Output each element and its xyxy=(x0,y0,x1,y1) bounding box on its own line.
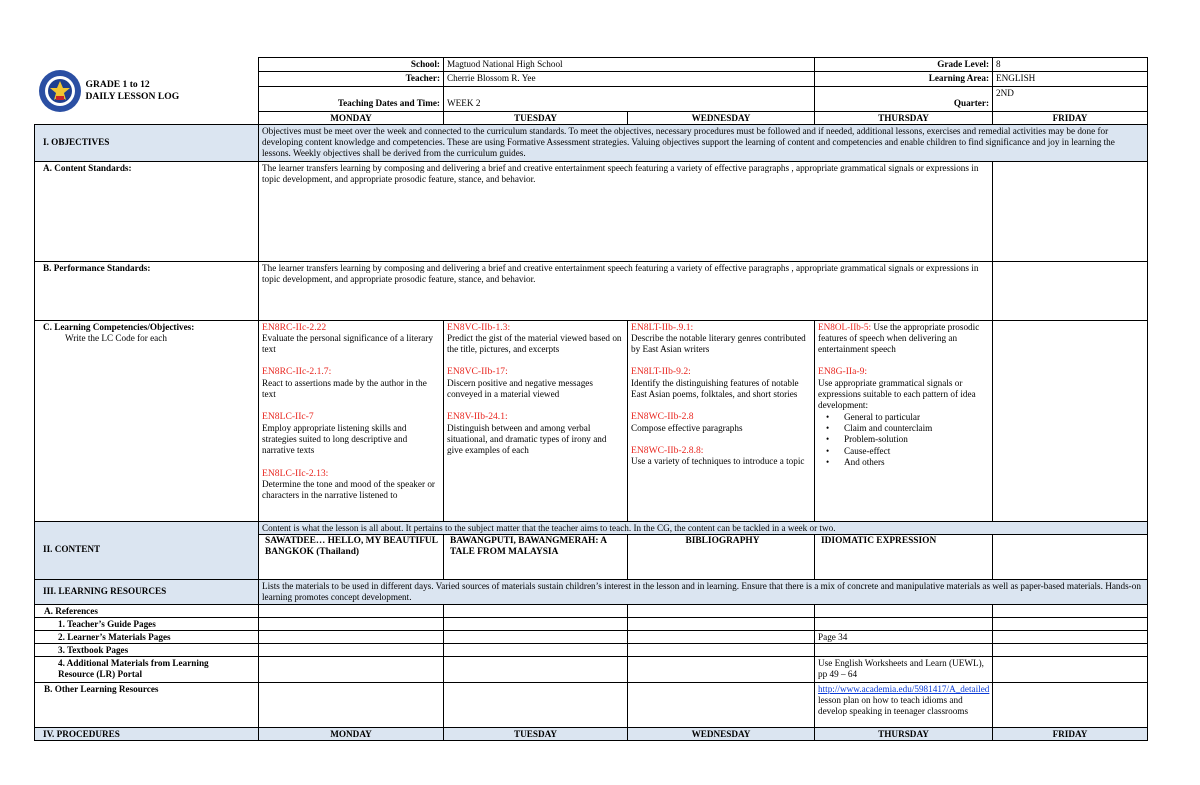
list-item: • Claim and counterclaim xyxy=(844,423,989,434)
competency-code: EN8WC-IIb-2.8.8: xyxy=(631,444,704,456)
competency-code: EN8WC-IIb-2.8 xyxy=(631,411,694,423)
performance-standards-label: B. Performance Standards: xyxy=(35,261,259,320)
competency-code: EN8V-IIb-24.1: xyxy=(447,411,508,423)
teaching-dates-label: Teaching Dates and Time: xyxy=(259,86,444,111)
day-friday: FRIDAY xyxy=(993,111,1148,124)
competency-item xyxy=(631,366,811,400)
competency-text: Determine the tone and mood of the speaker or characters in the narrative listened to xyxy=(262,478,435,501)
competency-item xyxy=(818,366,989,411)
daily-lesson-log-table xyxy=(34,57,1148,741)
header-logo-cell xyxy=(35,58,259,125)
academia-link[interactable]: http://www.academia.edu/5981417/A_detailed xyxy=(818,683,990,694)
school-label: School: xyxy=(259,58,444,72)
content-title: II. CONTENT xyxy=(35,521,259,579)
teachers-guide-label: 1. Teacher’s Guide Pages xyxy=(35,618,259,631)
performance-standards-friday xyxy=(993,261,1148,320)
other-resources-label: B. Other Learning Resources xyxy=(35,682,259,727)
content-standards-text: The learner transfers learning by composing and delivering a brief and creative entertainment speech featuring a variety of effective paragraphs , appropriate grammatical signals or expressions in topic development, and appropriate prosodic feature, stance, and behavior. xyxy=(259,161,993,261)
competency-item xyxy=(262,411,440,456)
competencies-monday xyxy=(259,320,444,521)
competency-item xyxy=(262,468,440,502)
competency-item xyxy=(631,322,811,356)
lr-portal-thursday: Use English Worksheets and Learn (UEWL), pp 49 – 64 xyxy=(815,657,993,683)
school-value: Magtuod National High School xyxy=(444,58,815,72)
learning-area-label: Learning Area: xyxy=(815,72,993,86)
competency-item xyxy=(631,445,811,468)
grade-level-value: 8 xyxy=(993,58,1148,72)
content-standards-friday xyxy=(993,161,1148,261)
competency-code: EN8LT-IIb-9.2: xyxy=(631,366,691,378)
content-friday xyxy=(993,534,1148,579)
competencies-wednesday xyxy=(628,320,815,521)
teacher-value: Cherrie Blossom R. Yee xyxy=(444,72,815,86)
objectives-text: Objectives must be meet over the week and connected to the curriculum standards. To meet the objectives, necessary procedures must be followed and if needed, additional lessons, exercises and remedial activities may be done for developing content knowledge and competencies. These are using Formative Assessment strategies. Valuing objectives support the learning of content and competencies and enable children to find significance and joy in learning the lessons. Weekly objectives shall be derived from the curriculum guides. xyxy=(259,124,1148,161)
competencies-tuesday xyxy=(444,320,628,521)
textbook-pages-label: 3. Textbook Pages xyxy=(35,644,259,657)
resources-title: III. LEARNING RESOURCES xyxy=(35,579,259,605)
deped-seal-icon xyxy=(38,69,82,113)
competency-item xyxy=(818,322,989,356)
competencies-friday xyxy=(993,320,1148,521)
content-monday: SAWATDEE… HELLO, MY BEAUTIFUL BANGKOK (Thailand) xyxy=(259,534,444,579)
competency-code: EN8G-IIa-9: xyxy=(818,366,868,378)
day-thursday: THURSDAY xyxy=(815,111,993,124)
competency-code: EN8VC-IIb-17: xyxy=(447,366,508,378)
competency-item xyxy=(447,322,624,356)
learners-materials-label: 2. Learner’s Materials Pages xyxy=(35,631,259,644)
competency-text: Identify the distinguishing features of notable East Asian poems, folktales, and short stories xyxy=(631,377,799,400)
competency-item xyxy=(262,322,440,356)
competency-item xyxy=(447,411,624,456)
learners-materials-thursday: Page 34 xyxy=(815,631,993,644)
competency-text: Predict the gist of the material viewed based on the title, pictures, and excerpts xyxy=(447,332,622,355)
competency-item xyxy=(447,366,624,400)
list-item: • And others xyxy=(844,457,989,468)
competency-code: EN8LC-IIc-2.13: xyxy=(262,467,329,479)
competency-text: Use the appropriate prosodic features of speech when delivering an entertainment speech xyxy=(818,321,980,355)
competency-code: EN8RC-IIc-2.22 xyxy=(262,321,327,333)
other-resources-thursday xyxy=(815,682,993,727)
competency-text: React to assertions made by the author in the text xyxy=(262,377,427,400)
competency-text: Use appropriate grammatical signals or expressions suitable to each pattern of idea development: xyxy=(818,377,976,411)
competency-code: EN8OL-IIb-5: xyxy=(818,321,872,332)
teaching-dates-value: WEEK 2 xyxy=(444,86,815,111)
competency-text: Evaluate the personal significance of a literary text xyxy=(262,332,433,355)
list-item: • Cause-effect xyxy=(844,446,989,457)
day-wednesday: WEDNESDAY xyxy=(628,111,815,124)
doc-title-line1: GRADE 1 to 12 xyxy=(85,78,150,90)
proc-day-wednesday: WEDNESDAY xyxy=(628,727,815,740)
teacher-label: Teacher: xyxy=(259,72,444,86)
day-tuesday: TUESDAY xyxy=(444,111,628,124)
content-note: Content is what the lesson is all about. It pertains to the subject matter that the teacher aims to teach. In the CG, the content can be tackled in a week or two. xyxy=(259,521,1148,534)
resources-note: Lists the materials to be used in different days. Varied sources of materials sustain children’s interest in the lesson and in learning. Ensure that there is a mix of concrete and manipulative materials as well as paper-based materials. Hands-on learning promotes concept development. xyxy=(259,579,1148,605)
content-wednesday: BIBLIOGRAPHY xyxy=(628,534,815,579)
competency-item xyxy=(631,411,811,434)
content-tuesday: BAWANGPUTI, BAWANGMERAH: A TALE FROM MALAYSIA xyxy=(444,534,628,579)
proc-day-tuesday: TUESDAY xyxy=(444,727,628,740)
proc-day-monday: MONDAY xyxy=(259,727,444,740)
competency-code: EN8LC-IIc-7 xyxy=(262,411,314,423)
day-monday: MONDAY xyxy=(259,111,444,124)
quarter-label: Quarter: xyxy=(815,86,993,111)
competency-text: Discern positive and negative messages conveyed in a material viewed xyxy=(447,377,593,400)
content-standards-label: A. Content Standards: xyxy=(35,161,259,261)
competencies-thursday xyxy=(815,320,993,521)
competency-item xyxy=(262,366,440,400)
procedures-title: IV. PROCEDURES xyxy=(35,727,259,740)
proc-day-friday: FRIDAY xyxy=(993,727,1148,740)
quarter-value: 2ND xyxy=(993,86,1148,111)
competency-text: Distinguish between and among verbal situational, and dramatic types of irony and give examples of each xyxy=(447,422,607,456)
competency-text: Compose effective paragraphs xyxy=(631,422,743,433)
learning-area-value: ENGLISH xyxy=(993,72,1148,86)
objectives-title: I. OBJECTIVES xyxy=(35,124,259,161)
content-thursday: IDIOMATIC EXPRESSION xyxy=(815,534,993,579)
competencies-label: C. Learning Competencies/Objectives: xyxy=(43,321,195,332)
list-item: • General to particular xyxy=(844,412,989,423)
competency-code: EN8VC-IIb-1.3: xyxy=(447,321,511,333)
grade-level-label: Grade Level: xyxy=(815,58,993,72)
competencies-label-cell xyxy=(35,320,259,521)
competency-code: EN8LT-IIb-.9.1: xyxy=(631,321,694,333)
competency-text: Describe the notable literary genres contributed by East Asian writers xyxy=(631,332,806,355)
list-item: • Problem-solution xyxy=(844,434,989,445)
references-label: A. References xyxy=(35,605,259,618)
other-resources-text: lesson plan on how to teach idioms and develop speaking in teenager classrooms xyxy=(818,695,969,717)
competency-text: Use a variety of techniques to introduce a topic xyxy=(631,456,805,467)
competencies-sublabel: Write the LC Code for each xyxy=(65,332,167,343)
performance-standards-text: The learner transfers learning by composing and delivering a brief and creative entertainment speech featuring a variety of effective paragraphs , appropriate grammatical signals or expressions in topic development, and appropriate prosodic feature, stance, and behavior. xyxy=(259,261,993,320)
competency-code: EN8RC-IIc-2.1.7: xyxy=(262,366,332,378)
proc-day-thursday: THURSDAY xyxy=(815,727,993,740)
competency-text: Employ appropriate listening skills and strategies suited to long descriptive and narrative texts xyxy=(262,422,408,456)
doc-title-line2: DAILY LESSON LOG xyxy=(85,90,180,102)
lr-portal-label: 4. Additional Materials from Learning Resource (LR) Portal xyxy=(35,657,259,683)
idea-pattern-list xyxy=(818,412,989,468)
